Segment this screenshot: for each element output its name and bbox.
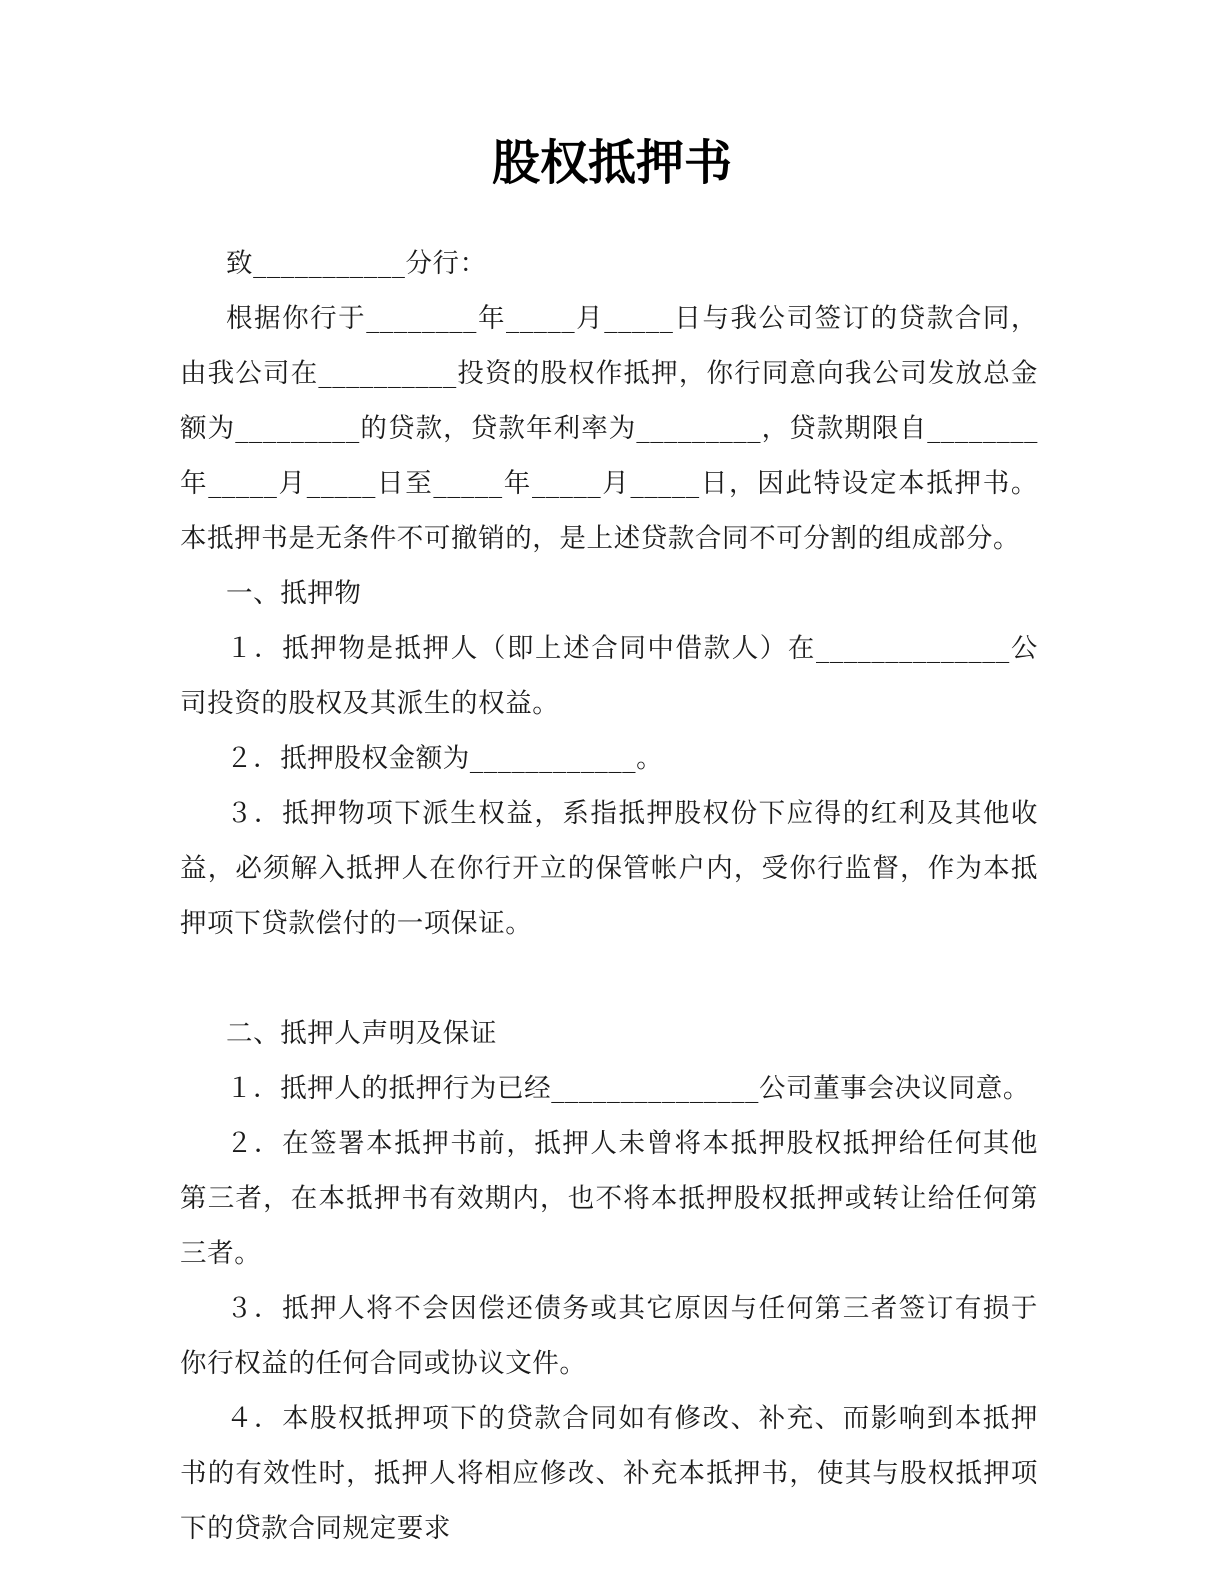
section-one-item-3: ３．抵押物项下派生权益，系指抵押股权份下应得的红利及其他收益，必须解入抵押人在你行开立的保管帐户内，受你行监督，作为本抵押项下贷款偿付的一项保证。 bbox=[180, 798, 1038, 939]
page-title: 股权抵押书 bbox=[491, 135, 732, 191]
section-two-item-2: ２．在签署本抵押书前，抵押人未曾将本抵押股权抵押给任何其他第三者，在本抵押书有效期内，也不将本抵押股权抵押或转让给任何第三者。 bbox=[180, 1128, 1038, 1269]
section-one-item-2: ２．抵押股权金额为____________。 bbox=[226, 743, 664, 774]
section-two-item-1: １．抵押人的抵押行为已经_______________公司董事会决议同意。 bbox=[226, 1073, 1030, 1104]
heading-section-one: 一、抵押物 bbox=[226, 578, 362, 609]
paragraph-addressee: 致___________分行： bbox=[226, 248, 487, 279]
heading-section-two: 二、抵押人声明及保证 bbox=[226, 1018, 497, 1049]
document-body bbox=[180, 236, 1038, 1556]
section-one-item-1: １．抵押物是抵押人（即上述合同中借款人）在______________公司投资的股权及其派生的权益。 bbox=[180, 633, 1038, 719]
section-two-item-3: ３．抵押人将不会因偿还债务或其它原因与任何第三者签订有损于你行权益的任何合同或协议文件。 bbox=[180, 1293, 1038, 1379]
blank-separator-line bbox=[180, 951, 1038, 1006]
section-two-item-4: ４．本股权抵押项下的贷款合同如有修改、补充、而影响到本抵押书的有效性时，抵押人将相应修改、补充本抵押书，使其与股权抵押项下的贷款合同规定要求 bbox=[180, 1403, 1038, 1544]
paragraph-preamble: 根据你行于________年_____月_____日与我公司签订的贷款合同，由我公司在__________投资的股权作抵押，你行同意向我公司发放总金额为_________的贷款，贷款年利率为_________，贷款期限自________年_____月_____日至_____年_____月_____日，因此特设定本抵押书。本抵押书是无条件不可撤销的，是上述贷款合同不可分割的组成部分。 bbox=[180, 303, 1038, 554]
